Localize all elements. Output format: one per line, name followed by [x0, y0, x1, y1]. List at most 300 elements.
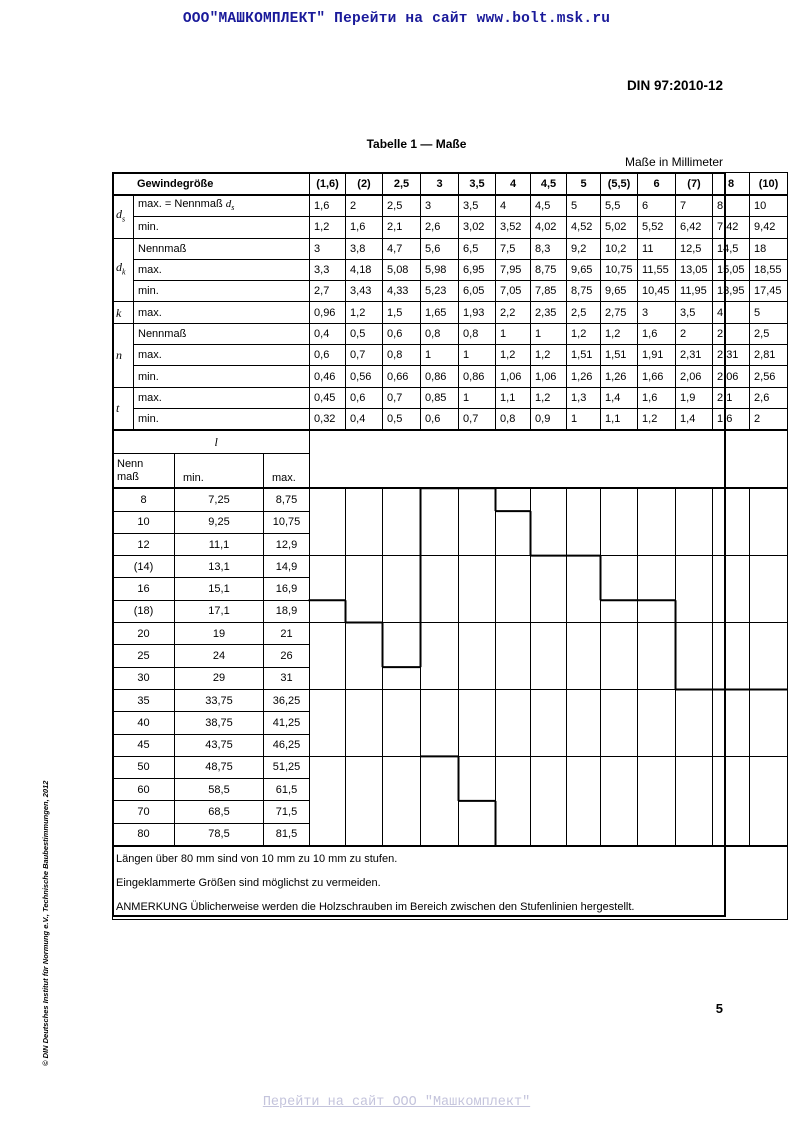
value-cell: 2,56 [750, 366, 788, 387]
l-symbol: l [175, 430, 310, 454]
grid-cell [601, 756, 638, 846]
value-cell: 2 [346, 195, 383, 217]
length-min: 11,1 [175, 533, 264, 555]
row-label: min. [134, 281, 310, 302]
value-cell: 18 [750, 238, 788, 259]
value-cell: 9,2 [567, 238, 601, 259]
grid-cell [713, 689, 750, 756]
grid-cell [601, 488, 638, 555]
header-banner-link[interactable]: ООО"МАШКОМПЛЕКТ" Перейти на сайт www.bolt.msk.ru [182, 11, 611, 27]
value-cell: 1 [459, 387, 496, 408]
length-min: 58,5 [175, 779, 264, 801]
value-cell: 3 [638, 302, 676, 323]
value-cell: 7,95 [496, 259, 531, 280]
value-cell: 2,6 [750, 387, 788, 408]
value-cell: 5,08 [383, 259, 421, 280]
length-nominal: (18) [113, 600, 175, 622]
value-cell: 7 [676, 195, 713, 217]
value-cell: 11,55 [638, 259, 676, 280]
value-cell: 0,32 [310, 408, 346, 430]
row-label: Nennmaß [134, 238, 310, 259]
length-min: 13,1 [175, 556, 264, 578]
length-min: 48,75 [175, 756, 264, 778]
length-max: 41,25 [264, 712, 310, 734]
value-cell: 2,31 [713, 345, 750, 366]
grid-cell [346, 556, 383, 623]
grid-cell [713, 488, 750, 555]
size-header: (10) [750, 173, 788, 196]
header-row [113, 173, 788, 196]
value-cell: 10 [750, 195, 788, 217]
row-label: min. [134, 217, 310, 238]
value-cell: 1,9 [676, 387, 713, 408]
value-cell: 2 [750, 408, 788, 430]
length-min: 33,75 [175, 689, 264, 711]
grid-cell [383, 623, 421, 690]
value-cell: 1,6 [346, 217, 383, 238]
length-max: 12,9 [264, 533, 310, 555]
value-cell: 1,2 [567, 323, 601, 344]
value-cell: 1,51 [601, 345, 638, 366]
value-cell: 1,2 [310, 217, 346, 238]
value-cell: 0,4 [346, 408, 383, 430]
row-label [134, 195, 310, 217]
value-cell: 4,33 [383, 281, 421, 302]
grid-cell [346, 488, 383, 555]
row-label: max. [134, 259, 310, 280]
document-id: DIN 97:2010-12 [626, 78, 723, 93]
length-row [113, 556, 788, 578]
grid-cell [676, 623, 713, 690]
note-row [113, 871, 788, 895]
length-max: 36,25 [264, 689, 310, 711]
grid-cell [601, 623, 638, 690]
table-row [113, 259, 788, 280]
length-nominal: 10 [113, 511, 175, 533]
value-cell: 2,5 [567, 302, 601, 323]
value-cell: 1,4 [676, 408, 713, 430]
value-cell: 0,8 [459, 323, 496, 344]
nennmass-header: Nenn maß [113, 454, 175, 489]
value-cell: 10,2 [601, 238, 638, 259]
value-cell: 2,31 [676, 345, 713, 366]
grid-cell [383, 556, 421, 623]
value-cell: 13,05 [676, 259, 713, 280]
value-cell: 3,43 [346, 281, 383, 302]
value-cell: 0,4 [310, 323, 346, 344]
note-text: Eingeklammerte Größen sind möglichst zu vermeiden. [113, 871, 788, 895]
grid-cell [383, 756, 421, 846]
max-header: max. [264, 454, 310, 489]
length-min: 38,75 [175, 712, 264, 734]
value-cell: 1,2 [531, 345, 567, 366]
grid-cell [750, 623, 788, 690]
length-min: 78,5 [175, 823, 264, 846]
length-max: 26 [264, 645, 310, 667]
size-header: 3,5 [459, 173, 496, 196]
value-cell: 1,91 [638, 345, 676, 366]
row-label: min. [134, 366, 310, 387]
grid-cell [310, 488, 346, 555]
grid-cell [459, 756, 496, 846]
row-label-text: max. = Nennmaß [138, 198, 223, 211]
value-cell: 2,7 [310, 281, 346, 302]
grid-cell [567, 689, 601, 756]
value-cell: 0,96 [310, 302, 346, 323]
grid-cell [531, 756, 567, 846]
value-cell: 5,23 [421, 281, 459, 302]
length-nominal: 25 [113, 645, 175, 667]
footer-site-link[interactable]: Перейти на сайт ООО "Машкомплект" [262, 1095, 531, 1110]
value-cell: 1,66 [638, 366, 676, 387]
value-cell: 1 [496, 323, 531, 344]
row-label: Nennmaß [134, 323, 310, 344]
value-cell: 7,85 [531, 281, 567, 302]
row-label: max. [134, 302, 310, 323]
table-row [113, 366, 788, 387]
value-cell: 2,35 [531, 302, 567, 323]
grid-cell [750, 488, 788, 555]
value-cell: 6,5 [459, 238, 496, 259]
value-cell: 1,1 [496, 387, 531, 408]
grid-cell [459, 488, 496, 555]
grid-cell [459, 689, 496, 756]
value-cell: 5,6 [421, 238, 459, 259]
value-cell: 0,8 [383, 345, 421, 366]
grid-cell [421, 488, 459, 555]
value-cell: 3,8 [346, 238, 383, 259]
value-cell: 2,5 [750, 323, 788, 344]
value-cell: 5 [567, 195, 601, 217]
grid-cell [346, 623, 383, 690]
length-max: 46,25 [264, 734, 310, 756]
value-cell: 0,8 [496, 408, 531, 430]
length-min: 7,25 [175, 488, 264, 511]
grid-cell [601, 689, 638, 756]
value-cell: 0,6 [346, 387, 383, 408]
value-cell: 3,02 [459, 217, 496, 238]
length-min: 43,75 [175, 734, 264, 756]
value-cell: 6,42 [676, 217, 713, 238]
value-cell: 18,55 [750, 259, 788, 280]
length-max: 81,5 [264, 823, 310, 846]
row-label: max. [134, 345, 310, 366]
length-nominal: (14) [113, 556, 175, 578]
grid-cell [496, 623, 531, 690]
length-header-blank [310, 430, 788, 488]
grid-cell [383, 488, 421, 555]
grid-cell [531, 488, 567, 555]
table-row [113, 345, 788, 366]
grid-cell [346, 756, 383, 846]
grid-cell [567, 488, 601, 555]
value-cell: 4,52 [567, 217, 601, 238]
value-cell: 0,7 [383, 387, 421, 408]
value-cell: 6 [638, 195, 676, 217]
value-cell: 13,95 [713, 281, 750, 302]
grid-cell [638, 689, 676, 756]
table-row [113, 302, 788, 323]
grid-cell [459, 556, 496, 623]
length-max: 10,75 [264, 511, 310, 533]
value-cell: 1 [459, 345, 496, 366]
value-cell: 2,06 [713, 366, 750, 387]
value-cell: 7,5 [496, 238, 531, 259]
value-cell: 4 [713, 302, 750, 323]
value-cell: 3,3 [310, 259, 346, 280]
grid-cell [496, 556, 531, 623]
value-cell: 1 [421, 345, 459, 366]
value-cell: 6,05 [459, 281, 496, 302]
grid-cell [567, 556, 601, 623]
length-max: 18,9 [264, 600, 310, 622]
length-min: 24 [175, 645, 264, 667]
size-header: 3 [421, 173, 459, 196]
grid-cell [421, 556, 459, 623]
value-cell: 3,5 [459, 195, 496, 217]
length-nominal: 12 [113, 533, 175, 555]
value-cell: 9,65 [601, 281, 638, 302]
table-row [113, 323, 788, 344]
grid-cell [310, 623, 346, 690]
value-cell: 11 [638, 238, 676, 259]
value-cell: 4 [496, 195, 531, 217]
min-header: min. [175, 454, 264, 489]
grid-cell [421, 756, 459, 846]
value-cell: 0,5 [346, 323, 383, 344]
value-cell: 1,2 [638, 408, 676, 430]
value-cell: 1,26 [567, 366, 601, 387]
grid-cell [676, 556, 713, 623]
row-label: max. [134, 387, 310, 408]
length-nominal: 8 [113, 488, 175, 511]
size-header: 8 [713, 173, 750, 196]
value-cell: 3,52 [496, 217, 531, 238]
length-row [113, 756, 788, 778]
length-row [113, 623, 788, 645]
value-cell: 1,6 [638, 387, 676, 408]
value-cell: 0,6 [421, 408, 459, 430]
value-cell: 1,6 [713, 408, 750, 430]
table-title: Tabelle 1 — Maße [366, 137, 467, 151]
value-cell: 0,7 [346, 345, 383, 366]
length-min: 68,5 [175, 801, 264, 823]
value-cell: 0,6 [310, 345, 346, 366]
value-cell: 1,65 [421, 302, 459, 323]
value-cell: 1,3 [567, 387, 601, 408]
value-cell: 8 [713, 195, 750, 217]
value-cell: 0,6 [383, 323, 421, 344]
value-cell: 4,5 [531, 195, 567, 217]
value-cell: 2,5 [383, 195, 421, 217]
table-row [113, 238, 788, 259]
size-header: (1,6) [310, 173, 346, 196]
grid-cell [310, 556, 346, 623]
value-cell: 9,65 [567, 259, 601, 280]
table-row [113, 195, 788, 217]
value-cell: 10,45 [638, 281, 676, 302]
value-cell: 5 [750, 302, 788, 323]
value-cell: 5,5 [601, 195, 638, 217]
length-max: 8,75 [264, 488, 310, 511]
length-header-row [113, 430, 788, 454]
size-header: 4 [496, 173, 531, 196]
value-cell: 1,26 [601, 366, 638, 387]
grid-cell [750, 556, 788, 623]
value-cell: 3 [310, 238, 346, 259]
grid-cell [638, 556, 676, 623]
value-cell: 1,2 [531, 387, 567, 408]
length-row [113, 689, 788, 711]
value-cell: 0,46 [310, 366, 346, 387]
grid-cell [713, 623, 750, 690]
length-min: 15,1 [175, 578, 264, 600]
value-cell: 2,1 [383, 217, 421, 238]
size-header: 5 [567, 173, 601, 196]
grid-cell [383, 689, 421, 756]
value-cell: 0,56 [346, 366, 383, 387]
length-nominal: 20 [113, 623, 175, 645]
copyright-notice: © DIN Deutsches Institut für Normung e.V., Technische Baubestimmungen, 2012 [41, 780, 50, 1066]
value-cell: 0,86 [421, 366, 459, 387]
grid-cell [531, 556, 567, 623]
value-cell: 2,81 [750, 345, 788, 366]
value-cell: 1,5 [383, 302, 421, 323]
value-cell: 0,5 [383, 408, 421, 430]
grid-cell [750, 689, 788, 756]
length-min: 19 [175, 623, 264, 645]
table-row [113, 217, 788, 238]
value-cell: 2,1 [713, 387, 750, 408]
value-cell: 4,02 [531, 217, 567, 238]
note-row [113, 895, 788, 920]
length-max: 21 [264, 623, 310, 645]
table-row [113, 281, 788, 302]
grid-cell [676, 689, 713, 756]
k-symbol: k [113, 302, 134, 323]
length-max: 31 [264, 667, 310, 689]
grid-cell [676, 488, 713, 555]
value-cell: 1,1 [601, 408, 638, 430]
value-cell: 0,9 [531, 408, 567, 430]
value-cell: 1,4 [601, 387, 638, 408]
ds-symbol: $d_s$ [113, 195, 134, 238]
value-cell: 6,95 [459, 259, 496, 280]
value-cell: 1,2 [601, 323, 638, 344]
length-max: 51,25 [264, 756, 310, 778]
size-header: 4,5 [531, 173, 567, 196]
row-label: min. [134, 408, 310, 430]
length-min: 29 [175, 667, 264, 689]
value-cell: 12,5 [676, 238, 713, 259]
length-nominal: 60 [113, 779, 175, 801]
value-cell: 2,75 [601, 302, 638, 323]
note-row [113, 846, 788, 871]
value-cell: 1,6 [638, 323, 676, 344]
grid-cell [638, 488, 676, 555]
value-cell: 0,45 [310, 387, 346, 408]
page-number: 5 [715, 1001, 723, 1016]
size-header: 2,5 [383, 173, 421, 196]
value-cell: 3 [421, 195, 459, 217]
value-cell: 1,2 [496, 345, 531, 366]
ds-inline-symbol-sub: s [231, 203, 235, 213]
grid-cell [310, 756, 346, 846]
length-max: 61,5 [264, 779, 310, 801]
dk-symbol: $d_k$ [113, 238, 134, 302]
grid-cell [421, 623, 459, 690]
ds-inline-symbol-letter: d [225, 198, 232, 211]
size-header: 6 [638, 173, 676, 196]
grid-cell [310, 689, 346, 756]
value-cell: 1,6 [310, 195, 346, 217]
grid-cell [601, 556, 638, 623]
length-nominal: 40 [113, 712, 175, 734]
note-text: ANMERKUNG Üblicherweise werden die Holzschrauben im Bereich zwischen den Stufenlinien hergestellt. [113, 895, 788, 920]
value-cell: 2,6 [421, 217, 459, 238]
grid-cell [676, 756, 713, 846]
length-nominal: 35 [113, 689, 175, 711]
length-nominal: 30 [113, 667, 175, 689]
length-nominal: 50 [113, 756, 175, 778]
grid-cell [750, 756, 788, 846]
value-cell: 5,52 [638, 217, 676, 238]
value-cell: 4,18 [346, 259, 383, 280]
header-label: Gewindegröße [113, 173, 310, 196]
grid-cell [496, 488, 531, 555]
grid-cell [421, 689, 459, 756]
value-cell: 1 [531, 323, 567, 344]
value-cell: 5,98 [421, 259, 459, 280]
value-cell: 8,3 [531, 238, 567, 259]
length-max: 16,9 [264, 578, 310, 600]
grid-cell [638, 623, 676, 690]
table-row [113, 408, 788, 430]
length-nominal: 70 [113, 801, 175, 823]
value-cell: 11,95 [676, 281, 713, 302]
grid-cell [713, 556, 750, 623]
length-max: 14,9 [264, 556, 310, 578]
grid-cell [531, 623, 567, 690]
value-cell: 1,51 [567, 345, 601, 366]
note-text: Längen über 80 mm sind von 10 mm zu 10 mm zu stufen. [113, 846, 788, 871]
length-min: 17,1 [175, 600, 264, 622]
size-header: (5,5) [601, 173, 638, 196]
value-cell: 14,5 [713, 238, 750, 259]
table-row [113, 387, 788, 408]
value-cell: 17,45 [750, 281, 788, 302]
length-row [113, 488, 788, 511]
value-cell: 2,06 [676, 366, 713, 387]
grid-cell [531, 689, 567, 756]
length-nominal: 16 [113, 578, 175, 600]
value-cell: 8,75 [531, 259, 567, 280]
t-symbol: t [113, 387, 134, 430]
grid-cell [638, 756, 676, 846]
value-cell: 4,7 [383, 238, 421, 259]
value-cell: 0,8 [421, 323, 459, 344]
length-nominal: 80 [113, 823, 175, 846]
value-cell: 0,86 [459, 366, 496, 387]
value-cell: 1,2 [346, 302, 383, 323]
length-header-blank [113, 430, 175, 454]
value-cell: 15,05 [713, 259, 750, 280]
value-cell: 0,66 [383, 366, 421, 387]
grid-cell [459, 623, 496, 690]
length-nominal: 45 [113, 734, 175, 756]
grid-cell [496, 756, 531, 846]
value-cell: 0,7 [459, 408, 496, 430]
